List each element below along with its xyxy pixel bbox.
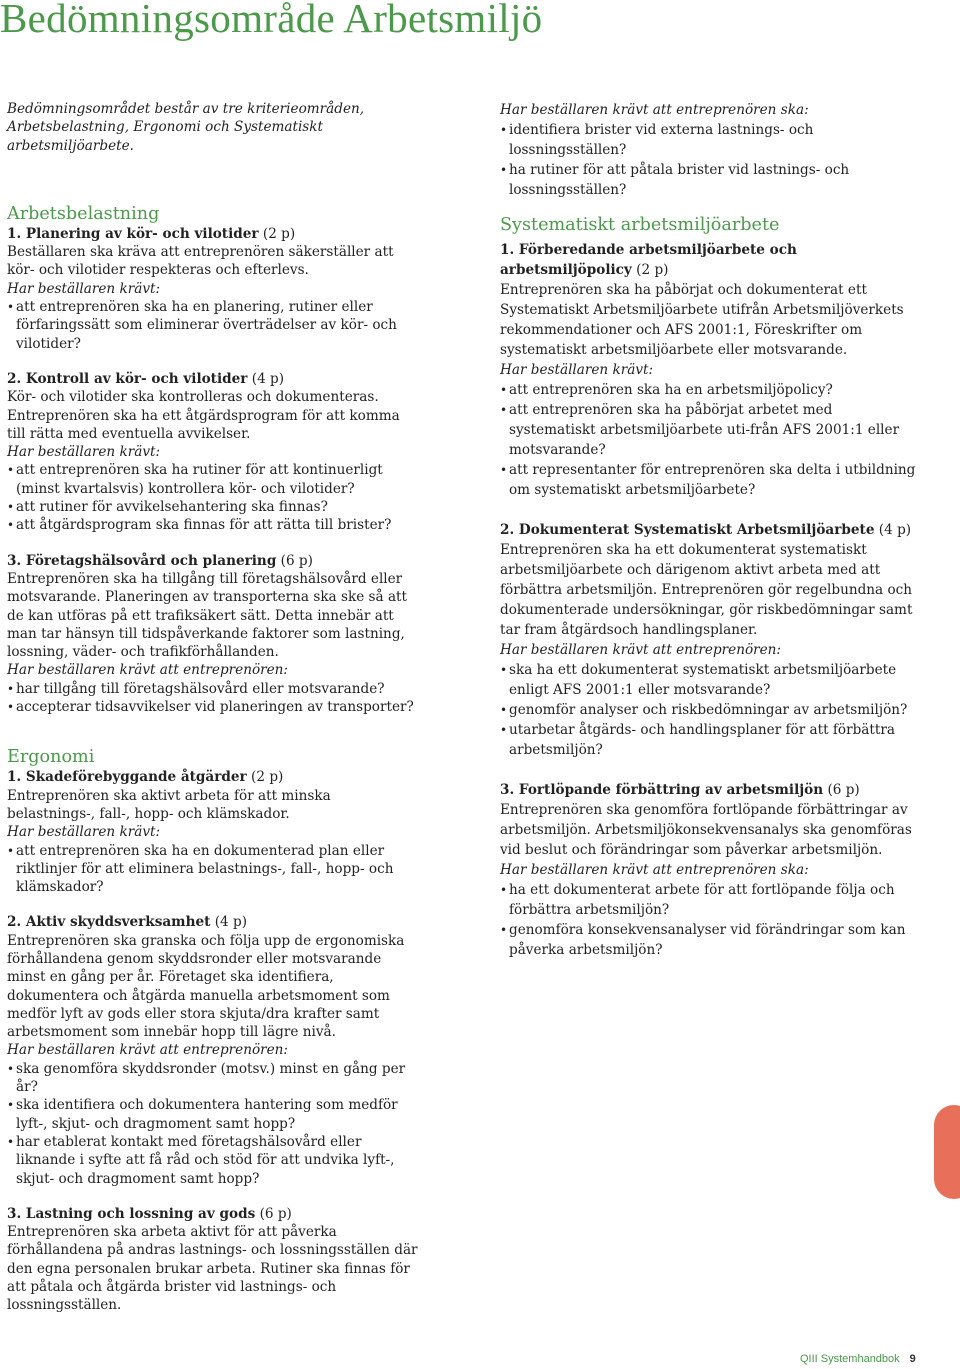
list-item: • ska genomföra skyddsronder (motsv.) minst en gång per år? <box>7 1060 419 1097</box>
criterion-body: Kör- och vilotider ska kontrolleras och dokumenteras. Entreprenören ska ha ett åtgärdsprogram för att komma till rätta med eventuella avvikelser. <box>7 389 400 442</box>
requirement-list <box>7 461 419 534</box>
list-item: • att entreprenören ska ha en planering, rutiner eller förfaringssätt som eliminerar överträdelser av kör- och vilotider? <box>7 298 419 353</box>
criterion-points: (4 p) <box>214 914 247 931</box>
criterion-body: Entreprenören ska ha ett dokumenterat systematiskt arbetsmiljöarbete och därigenom aktivt arbeta med att förbättra arbetsmiljön. Entreprenören gör regelbundna och dokumenterade undersökningar, gör riskbedömningar samt tar fram åtgärdsoch handlingsplaner. <box>500 542 913 638</box>
criterion-points: (6 p) <box>280 552 313 569</box>
criterion-points: (6 p) <box>827 782 860 798</box>
criterion-body: Entreprenören ska ha påbörjat och dokumenterat ett Systematiskt Arbetsmiljöarbete utifrån Arbetsmiljöverkets rekommendationer och AFS 2001:1, Föreskrifter om systematiskt arbetsmiljöarbete eller motsvarande. <box>500 282 904 358</box>
list-item: • ha rutiner för att påtala brister vid lastnings- och lossningsställen? <box>500 160 920 200</box>
list-item: • genomför analyser och riskbedömningar av arbetsmiljön? <box>500 700 920 720</box>
list-item: • ska identifiera och dokumentera hantering som medför lyft-, skjut- och dragmoment samt hopp? <box>7 1096 419 1133</box>
criterion-body: Entreprenören ska aktivt arbeta för att minska belastnings-, fall-, hopp- och klämskador. <box>7 787 331 822</box>
criterion-forberedande <box>500 240 920 500</box>
criterion-title: 2. Aktiv skyddsverksamhet <box>7 914 211 931</box>
page-title: Bedömningsområde Arbetsmiljö <box>0 0 543 41</box>
section-heading-ergonomi: Ergonomi <box>7 747 95 768</box>
criterion-title: 3. Fortlöpande förbättring av arbetsmiljön <box>500 782 824 798</box>
requirement-list <box>7 298 419 353</box>
criterion-dokumenterat <box>500 520 920 760</box>
requirement-label: Har beställaren krävt: <box>7 280 161 297</box>
criterion-title: 1. Förberedande arbetsmiljöarbete och arbetsmiljöpolicy <box>500 242 797 278</box>
criterion-body: Entreprenören ska granska och följa upp de ergonomiska förhållandena genom skyddsronder eller motsvarande minst en gång per år. Företaget ska identifiera, dokumentera och åtgärda manuella arbetsmoment som medför lyft av gods eller stora skjuta/dra krafter samt arbetsmoment som innebär hopp till lägre nivå. <box>7 932 405 1041</box>
list-item: • att entreprenören ska ha en arbetsmiljöpolicy? <box>500 380 920 400</box>
list-item: • att entreprenören ska ha påbörjat arbetet med systematiskt arbetsmiljöarbete uti-från AFS 2001:1 eller motsvarande? <box>500 400 920 460</box>
section-heading-systematiskt: Systematiskt arbetsmiljöarbete <box>500 215 780 235</box>
requirement-list <box>500 660 920 760</box>
intro-text: Bedömningsområdet består av tre kriterieområden, Arbetsbelastning, Ergonomi och Systematiskt arbetsmiljöarbete. <box>7 101 365 154</box>
criterion-kontroll <box>7 370 419 535</box>
requirement-label: Har beställaren krävt: <box>7 824 161 841</box>
requirement-label: Har beställaren krävt att entreprenören ska: <box>500 862 809 878</box>
list-item: • att åtgärdsprogram ska finnas för att rätta till brister? <box>7 516 419 534</box>
criterion-points: (2 p) <box>262 225 296 242</box>
requirement-list <box>500 380 920 500</box>
criterion-skyddsverksamhet <box>7 913 419 1187</box>
criterion-continuation <box>500 100 920 200</box>
criterion-fortlopande <box>500 780 920 960</box>
criterion-title: 2. Kontroll av kör- och vilotider <box>7 370 248 387</box>
criterion-points: (4 p) <box>251 370 285 387</box>
requirement-list <box>500 880 920 960</box>
requirement-label: Har beställaren krävt att entreprenören: <box>7 1042 289 1059</box>
list-item: • att rutiner för avvikelsehantering ska finnas? <box>7 498 419 516</box>
requirement-list <box>7 842 419 897</box>
list-item: • att entreprenören ska ha en dokumenterad plan eller riktlinjer för att eliminera belastnings-, fall-, hopp- och klämskador? <box>7 842 419 897</box>
requirement-label: Har beställaren krävt att entreprenören: <box>500 642 782 658</box>
criterion-points: (6 p) <box>259 1205 292 1222</box>
section-heading-arbetsbelastning: Arbetsbelastning <box>7 203 160 224</box>
list-item: • genomföra konsekvensanalyser vid förändringar som kan påverka arbetsmiljön? <box>500 920 920 960</box>
criterion-body: Beställaren ska kräva att entreprenören säkerställer att kör- och vilotider respekteras och efterlevs. <box>7 244 394 279</box>
list-item: • identifiera brister vid externa lastnings- och lossningsställen? <box>500 120 920 160</box>
requirement-list <box>7 1060 419 1188</box>
list-item: • utarbetar åtgärds- och handlingsplaner för att förbättra arbetsmiljön? <box>500 720 920 760</box>
page-footer <box>800 1353 916 1365</box>
requirement-list <box>7 680 419 717</box>
criterion-title: 2. Dokumenterat Systematiskt Arbetsmiljöarbete <box>500 522 875 538</box>
list-item: • ha ett dokumenterat arbete för att fortlöpande följa och förbättra arbetsmiljön? <box>500 880 920 920</box>
section-tab-marker <box>934 1105 960 1199</box>
list-item: • har etablerat kontakt med företagshälsovård eller liknande i syfte att få råd och stöd för att undvika lyft-, skjut- och dragmoment samt hopp? <box>7 1133 419 1188</box>
right-column <box>500 100 920 977</box>
criterion-title: 1. Planering av kör- och vilotider <box>7 225 259 242</box>
criterion-foretagshalsovard <box>7 552 419 717</box>
criterion-points: (2 p) <box>251 769 284 786</box>
criterion-title: 3. Lastning och lossning av gods <box>7 1205 256 1222</box>
criterion-body: Entreprenören ska ha tillgång till företagshälsovård eller motsvarande. Planeringen av transporterna ska ske så att de kan utföras på ett trafiksäkert sätt. Detta innebär att man tar hänsyn till tidspåverkande faktorer som lastning, lossning, väder- och trafikförhållanden. <box>7 570 407 661</box>
requirement-label: Har beställaren krävt att entreprenören ska: <box>500 102 809 118</box>
list-item: • att representanter för entreprenören ska delta i utbildning om systematiskt arbetsmiljöarbete? <box>500 460 920 500</box>
requirement-label: Har beställaren krävt: <box>500 362 654 378</box>
left-column <box>7 100 419 1332</box>
criterion-title: 1. Skadeförebyggande åtgärder <box>7 769 247 786</box>
requirement-list <box>500 120 920 200</box>
criterion-skadeforebyggande <box>7 768 419 896</box>
criterion-title: 3. Företagshälsovård och planering <box>7 552 277 569</box>
criterion-points: (2 p) <box>636 262 669 278</box>
list-item: • ska ha ett dokumenterat systematiskt arbetsmiljöarbete enligt AFS 2001:1 eller motsvarande? <box>500 660 920 700</box>
requirement-label: Har beställaren krävt att entreprenören: <box>7 662 289 679</box>
criterion-planering <box>7 225 419 353</box>
criterion-body: Entreprenören ska genomföra fortlöpande förbättringar av arbetsmiljön. Arbetsmiljökonsekvensanalys ska genomföras vid beslut och förändringar som påverkar arbetsmiljön. <box>500 802 912 858</box>
list-item: • har tillgång till företagshälsovård eller motsvarande? <box>7 680 419 698</box>
page-number: 9 <box>909 1353 916 1365</box>
requirement-label: Har beställaren krävt: <box>7 444 161 461</box>
criterion-body: Entreprenören ska arbeta aktivt för att påverka förhållandena på andras lastnings- och lossningsställen där den egna personalen brukar arbeta. Rutiner ska finnas för att påtala och åtgärda brister vid lastnings- och lossningsställen. <box>7 1224 418 1314</box>
criterion-lastning-lossning <box>7 1205 419 1315</box>
list-item: • accepterar tidsavvikelser vid planeringen av transporter? <box>7 698 419 716</box>
list-item: • att entreprenören ska ha rutiner för att kontinuerligt (minst kvartalsvis) kontrollera kör- och vilotider? <box>7 461 419 498</box>
criterion-points: (4 p) <box>878 522 912 538</box>
footer-brand: QIII Systemhandbok <box>800 1353 900 1365</box>
